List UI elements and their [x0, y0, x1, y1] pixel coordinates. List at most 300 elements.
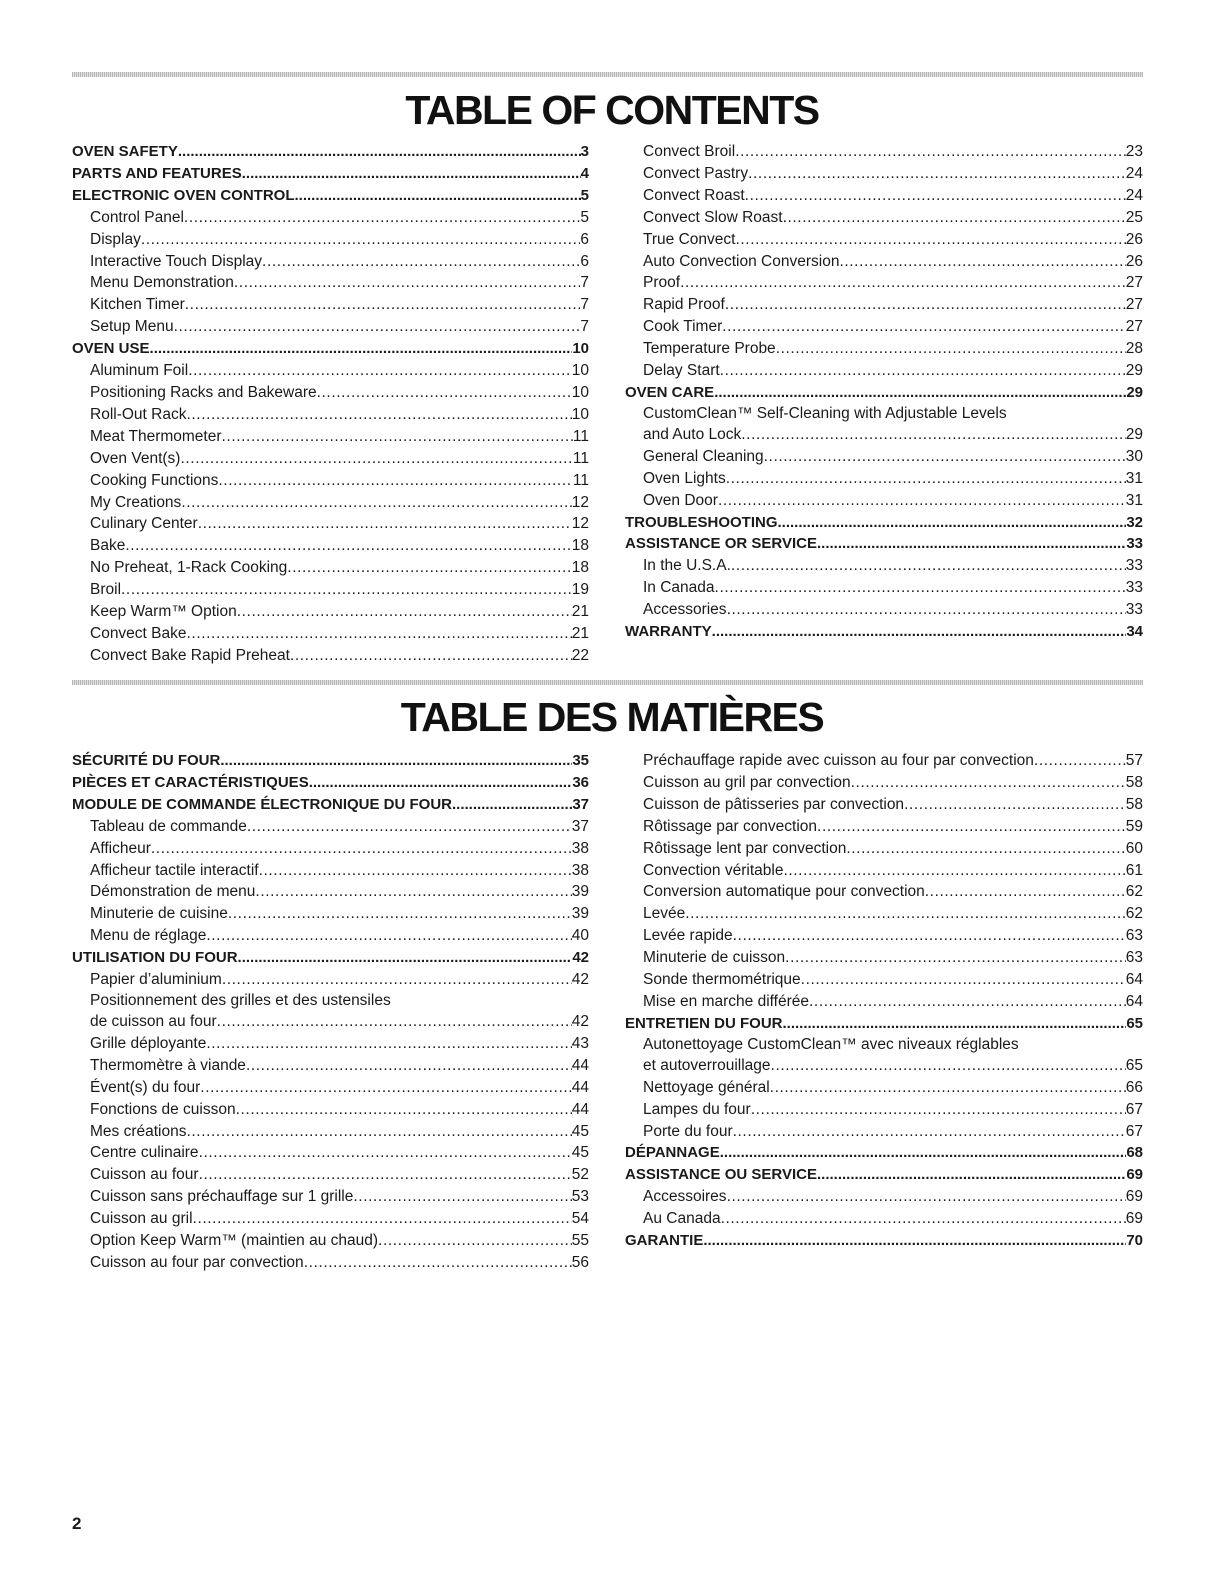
toc-entry-page: 11: [572, 449, 589, 467]
toc-entry-page: 10: [571, 362, 589, 380]
toc-entry-page: 11: [572, 427, 589, 445]
toc-subsection-entry: [625, 969, 1143, 991]
toc-dot-leader: [925, 881, 1126, 903]
toc-subsection-entry: [72, 272, 589, 294]
toc-entry-label: Temperature Probe: [643, 340, 776, 358]
toc-entry-page: 7: [580, 274, 589, 292]
toc-entry-label: Menu Demonstration: [90, 274, 234, 292]
toc-subsection-entry: [72, 360, 589, 382]
toc-subsection-entry: [72, 1186, 589, 1208]
toc-entry-page: 32: [1126, 513, 1143, 531]
toc-entry-page: 29: [1125, 425, 1143, 443]
toc-entry-label: Display: [90, 230, 141, 248]
toc-entry-label: PIÈCES ET CARACTÉRISTIQUES: [72, 773, 309, 791]
toc-dot-leader: [150, 338, 573, 360]
toc-subsection-entry: [625, 1186, 1143, 1208]
toc-subsection-entry: [72, 1121, 589, 1143]
toc-entry-page: 24: [1125, 186, 1143, 204]
toc-entry-label: Tableau de commande: [90, 817, 247, 835]
toc-entry-page: 57: [1125, 752, 1143, 769]
toc-entry-label: Option Keep Warm™ (maintien au chaud): [90, 1232, 379, 1250]
toc-entry-page: 40: [571, 927, 589, 945]
toc-dot-leader: [801, 969, 1126, 991]
toc-dot-leader: [180, 448, 572, 470]
toc-dot-leader: [846, 838, 1125, 860]
toc-entry-page: 36: [572, 773, 589, 791]
toc-entry-page: 64: [1125, 992, 1143, 1010]
toc-entry-label: ASSISTANCE OR SERVICE: [625, 535, 817, 553]
toc-entry-page: 21: [571, 624, 589, 642]
toc-entry-label: Kitchen Timer: [90, 296, 185, 314]
toc-dot-leader: [222, 426, 573, 448]
toc-entry-page: 33: [1125, 557, 1143, 575]
toc-entry-page: 26: [1125, 252, 1143, 270]
toc-subsection-entry: [625, 1208, 1143, 1230]
toc-dot-leader: [178, 141, 581, 163]
toc-entry-page: 27: [1125, 274, 1143, 292]
toc-entry-label: Afficheur tactile interactif: [90, 861, 259, 879]
toc-entry-label: Setup Menu: [90, 318, 174, 336]
toc-entry-label: DÉPANNAGE: [625, 1144, 720, 1162]
toc-dot-leader: [247, 816, 572, 838]
toc-dot-leader: [776, 338, 1126, 360]
toc-subsection-entry: [72, 448, 589, 470]
toc-dot-leader: [121, 579, 572, 601]
toc-entry-label: In the U.S.A.: [643, 557, 731, 575]
toc-entry-label: Accessories: [643, 601, 727, 619]
toc-dot-leader: [206, 1033, 571, 1055]
toc-entry-page: 4: [580, 164, 589, 182]
toc-entry-page: 33: [1125, 601, 1143, 619]
toc-section-entry: [72, 772, 589, 794]
toc-entry-page: 54: [571, 1210, 589, 1228]
toc-entry-page: 10: [572, 340, 589, 358]
toc-entry-page: 68: [1126, 1144, 1143, 1162]
toc-dot-leader: [722, 316, 1126, 338]
toc-entry-label: Mise en marche différée: [643, 992, 809, 1010]
page-number: 2: [72, 1514, 82, 1533]
toc-dot-leader: [741, 424, 1126, 446]
toc-subsection-entry: [72, 645, 589, 667]
toc-entry-page: 42: [571, 971, 589, 989]
toc-dot-leader: [206, 925, 571, 947]
toc-entry-page: 12: [571, 493, 589, 511]
toc-entry-label: Thermomètre à viande: [90, 1056, 246, 1074]
toc-entry-label: Positioning Racks and Bakeware: [90, 383, 317, 401]
toc-entry-page: 12: [571, 515, 589, 533]
toc-entry-label: Convect Bake: [90, 624, 187, 642]
toc-entry-label: Rôtissage par convection: [643, 817, 818, 835]
toc-dot-leader: [839, 251, 1125, 273]
toc-entry-page: 45: [571, 1144, 589, 1162]
toc-dot-leader: [198, 513, 572, 535]
toc-entry-label: WARRANTY: [625, 623, 712, 641]
middle-divider: [72, 680, 1143, 685]
toc-entry-label: Convect Roast: [643, 186, 745, 204]
toc-dot-leader: [141, 229, 581, 251]
toc-entry-label: Mes créations: [90, 1122, 187, 1140]
toc-section-entry: [72, 750, 589, 772]
toc-entry-page: 33: [1125, 579, 1143, 597]
toc-entry-page: 69: [1125, 1188, 1143, 1206]
toc-dot-leader: [680, 272, 1126, 294]
french-toc-left-column: [72, 750, 589, 1274]
toc-subsection-entry: [72, 1164, 589, 1186]
toc-entry-label: Fonctions de cuisson: [90, 1100, 236, 1118]
toc-section-entry: [625, 621, 1143, 643]
toc-section-entry: [625, 1013, 1143, 1035]
toc-entry-page: 55: [571, 1232, 589, 1250]
toc-subsection-entry: [72, 623, 589, 645]
toc-dot-leader: [125, 535, 571, 557]
toc-dot-leader: [712, 621, 1127, 643]
toc-entry-page: 21: [571, 603, 589, 621]
toc-entry-label: Control Panel: [90, 208, 184, 226]
toc-entry-label: Cuisson au four: [90, 1166, 199, 1184]
toc-entry-label: Cuisson sans préchauffage sur 1 grille: [90, 1188, 354, 1206]
toc-dot-leader: [317, 382, 572, 404]
toc-entry-label: Préchauffage rapide avec cuisson au four par convection: [643, 752, 1034, 769]
toc-dot-leader: [764, 446, 1126, 468]
toc-entry-label: Afficheur: [90, 839, 151, 857]
toc-entry-label: Bake: [90, 537, 126, 555]
toc-dot-leader: [727, 599, 1126, 621]
toc-dot-leader: [817, 1164, 1126, 1186]
toc-dot-leader: [783, 860, 1125, 882]
toc-dot-leader: [220, 750, 572, 772]
toc-dot-leader: [237, 601, 572, 623]
toc-entry-label: Oven Door: [643, 491, 718, 509]
toc-dot-leader: [733, 1121, 1126, 1143]
toc-entry-page: 33: [1126, 535, 1143, 553]
toc-entry-label: Convect Pastry: [643, 164, 749, 182]
toc-entry-label: Culinary Center: [90, 515, 198, 533]
toc-entry-label: et autoverrouillage: [643, 1056, 771, 1074]
toc-entry-label: Conversion automatique pour convection: [643, 883, 925, 901]
toc-entry-label: Accessoires: [643, 1188, 727, 1206]
toc-entry-label: GARANTIE: [625, 1232, 704, 1250]
toc-subsection-entry: [72, 557, 589, 579]
toc-dot-leader: [255, 881, 571, 903]
toc-section-entry: [72, 141, 589, 163]
toc-entry-page: 58: [1125, 795, 1143, 813]
toc-entry-label: Interactive Touch Display: [90, 252, 263, 270]
toc-dot-leader: [735, 229, 1125, 251]
toc-subsection-entry: [72, 404, 589, 426]
toc-entry-page: 65: [1125, 1056, 1143, 1074]
toc-entry-page: 23: [1125, 143, 1143, 160]
toc-entry-label: General Cleaning: [643, 447, 764, 465]
toc-entry-page: 28: [1125, 340, 1143, 358]
toc-entry-page: 44: [571, 1100, 589, 1118]
toc-dot-leader: [726, 468, 1126, 490]
toc-dot-leader: [246, 1055, 572, 1077]
toc-dot-leader: [185, 294, 581, 316]
toc-subsection-entry: [625, 490, 1143, 512]
toc-entry-label: Sonde thermométrique: [643, 971, 801, 989]
toc-entry-label: Roll-Out Rack: [90, 405, 187, 423]
toc-dot-leader: [187, 623, 572, 645]
toc-entry-page: 19: [571, 581, 589, 599]
toc-entry-page: 67: [1125, 1100, 1143, 1118]
toc-subsection-entry: [72, 470, 589, 492]
toc-entry-page: 5: [580, 208, 589, 226]
toc-subsection-entry: [72, 969, 589, 991]
toc-entry-label: PARTS AND FEATURES: [72, 164, 242, 182]
toc-entry-page: 27: [1125, 296, 1143, 314]
toc-dot-leader: [262, 251, 580, 273]
toc-dot-leader: [259, 860, 572, 882]
toc-dot-leader: [685, 903, 1126, 925]
toc-entry-label: Meat Thermometer: [90, 427, 222, 445]
toc-subsection-entry: [625, 816, 1143, 838]
toc-subsection-entry: [72, 860, 589, 882]
toc-section-entry: [625, 382, 1143, 404]
toc-subsection-entry: [625, 338, 1143, 360]
toc-entry-label: Cook Timer: [643, 318, 723, 336]
toc-subsection-entry: [625, 881, 1143, 903]
toc-subsection-entry: [625, 272, 1143, 294]
toc-entry-page: 69: [1126, 1166, 1143, 1184]
toc-entry-label: Évent(s) du four: [90, 1078, 201, 1096]
toc-entry-page: 10: [571, 383, 589, 401]
toc-subsection-entry: [72, 925, 589, 947]
toc-subsection-entry: [625, 772, 1143, 794]
toc-entry-label: Oven Lights: [643, 469, 726, 487]
toc-dot-leader: [745, 185, 1126, 207]
toc-entry-label: ENTRETIEN DU FOUR: [625, 1014, 783, 1032]
toc-subsection-entry: [72, 903, 589, 925]
toc-entry-page: 18: [571, 537, 589, 555]
toc-subsection-entry: [72, 251, 589, 273]
toc-entry-wrap-line: CustomClean™ Self-Cleaning with Adjustable Levels: [643, 404, 1007, 422]
toc-entry-page: 62: [1125, 905, 1143, 923]
toc-subsection-entry: [72, 579, 589, 601]
toc-dot-leader: [199, 1164, 572, 1186]
toc-entry-page: 37: [572, 795, 589, 813]
toc-entry-label: Levée: [643, 905, 686, 923]
toc-entry-label: Menu de réglage: [90, 927, 207, 945]
toc-entry-page: 38: [571, 861, 589, 879]
toc-entry-label: Levée rapide: [643, 927, 733, 945]
toc-subsection-entry: [72, 492, 589, 514]
toc-entry-page: 65: [1126, 1014, 1143, 1032]
toc-subsection-entry: [72, 316, 589, 338]
toc-subsection-entry: [625, 555, 1143, 577]
toc-section-entry: [625, 533, 1143, 555]
english-toc-title: TABLE OF CONTENTS: [405, 87, 819, 133]
toc-subsection-entry: [625, 163, 1143, 185]
toc-subsection-entry: [625, 229, 1143, 251]
toc-dot-leader: [222, 969, 572, 991]
toc-subsection-entry: [72, 426, 589, 448]
toc-subsection-entry: [72, 1077, 589, 1099]
toc-entry-page: 43: [571, 1034, 589, 1052]
toc-dot-leader: [287, 557, 571, 579]
toc-dot-leader: [904, 794, 1126, 816]
toc-dot-leader: [714, 382, 1126, 404]
toc-subsection-entry: [72, 207, 589, 229]
toc-dot-leader: [703, 1230, 1126, 1252]
toc-entry-page: 18: [571, 559, 589, 577]
toc-subsection-entry: [625, 860, 1143, 882]
toc-entry-label: Nettoyage général: [643, 1078, 770, 1096]
toc-entry-label: OVEN USE: [72, 340, 150, 358]
toc-entry-page: 42: [572, 949, 589, 967]
toc-dot-leader: [783, 1013, 1127, 1035]
toc-entry-page: 53: [571, 1188, 589, 1206]
toc-dot-leader: [174, 316, 581, 338]
toc-entry-page: 10: [571, 405, 589, 423]
toc-dot-leader: [817, 816, 1126, 838]
toc-entry-label: Cuisson au four par convection: [90, 1253, 304, 1271]
toc-subsection-entry: [72, 1099, 589, 1121]
toc-entry-label: Lampes du four: [643, 1100, 751, 1118]
toc-entry-label: My Creations: [90, 493, 182, 511]
toc-entry-label: Cuisson de pâtisseries par convection: [643, 795, 905, 813]
toc-subsection-entry: [72, 1208, 589, 1230]
toc-subsection-entry: [625, 316, 1143, 338]
toc-subsection-entry: [625, 599, 1143, 621]
toc-subsection-entry: [625, 468, 1143, 490]
english-toc-right-column: [625, 141, 1143, 643]
toc-dot-leader: [1034, 750, 1126, 772]
toc-entry-page: 70: [1126, 1232, 1143, 1250]
toc-dot-leader: [353, 1186, 571, 1208]
toc-entry-label: de cuisson au four: [90, 1012, 217, 1030]
toc-subsection-entry: [625, 794, 1143, 816]
toc-subsection-entry: [72, 382, 589, 404]
toc-dot-leader: [242, 163, 581, 185]
toc-entry-page: 42: [571, 1012, 589, 1030]
toc-entry-label: UTILISATION DU FOUR: [72, 949, 238, 967]
toc-subsection-entry: [72, 881, 589, 903]
toc-entry-page: 64: [1125, 971, 1143, 989]
toc-subsection-entry: [625, 925, 1143, 947]
toc-dot-leader: [731, 555, 1126, 577]
french-toc-title: TABLE DES MATIÈRES: [400, 694, 824, 740]
toc-dot-leader: [295, 185, 581, 207]
toc-subsection-entry: [625, 947, 1143, 969]
toc-dot-leader: [778, 512, 1127, 534]
toc-dot-leader: [725, 294, 1126, 316]
toc-entry-page: 59: [1125, 817, 1143, 835]
toc-subsection-entry: [72, 838, 589, 860]
toc-entry-label: Rôtissage lent par convection: [643, 839, 847, 857]
toc-entry-label: In Canada: [643, 579, 715, 597]
toc-section-entry: [625, 1230, 1143, 1252]
toc-entry-label: Porte du four: [643, 1122, 733, 1140]
toc-entry-page: 3: [580, 143, 589, 160]
toc-entry-page: 37: [571, 817, 589, 835]
toc-entry-page: 63: [1125, 949, 1143, 967]
toc-entry-page: 29: [1126, 383, 1143, 401]
toc-entry-label: Papier d’aluminium: [90, 971, 222, 989]
toc-subsection-entry: [625, 750, 1143, 772]
toc-section-entry: [625, 512, 1143, 534]
toc-entry-page: 7: [580, 318, 589, 336]
toc-entry-label: Aluminum Foil: [90, 362, 189, 380]
toc-subsection-entry: [72, 1011, 589, 1033]
toc-subsection-entry: [72, 1252, 589, 1274]
toc-entry-page: 60: [1125, 839, 1143, 857]
toc-subsection-entry: [625, 251, 1143, 273]
toc-dot-leader: [304, 1252, 572, 1274]
toc-section-entry: [625, 1164, 1143, 1186]
toc-entry-page: 56: [571, 1253, 589, 1271]
toc-dot-leader: [378, 1230, 572, 1252]
toc-subsection-entry: [625, 1077, 1143, 1099]
toc-dot-leader: [735, 141, 1126, 163]
toc-entry-label: Convect Broil: [643, 143, 736, 160]
toc-dot-leader: [151, 838, 572, 860]
toc-entry-page: 25: [1125, 208, 1143, 226]
toc-entry-page: 38: [571, 839, 589, 857]
toc-dot-leader: [785, 947, 1126, 969]
toc-dot-leader: [720, 1142, 1127, 1164]
toc-dot-leader: [771, 1055, 1126, 1077]
toc-dot-leader: [234, 272, 581, 294]
toc-entry-label: ASSISTANCE OU SERVICE: [625, 1166, 817, 1184]
toc-subsection-entry: [72, 601, 589, 623]
toc-entry-label: TROUBLESHOOTING: [625, 513, 778, 531]
toc-subsection-entry: [625, 577, 1143, 599]
toc-section-entry: [72, 338, 589, 360]
toc-subsection-entry: [625, 991, 1143, 1013]
toc-entry-label: ELECTRONIC OVEN CONTROL: [72, 186, 295, 204]
toc-entry-page: 45: [571, 1122, 589, 1140]
top-divider: [72, 72, 1143, 77]
toc-subsection-entry: [625, 141, 1143, 163]
toc-section-entry: [625, 1142, 1143, 1164]
toc-entry-label: Keep Warm™ Option: [90, 603, 237, 621]
toc-entry-page: 29: [1125, 362, 1143, 380]
toc-entry-page: 27: [1125, 318, 1143, 336]
toc-entry-page: 52: [571, 1166, 589, 1184]
toc-entry-page: 6: [580, 252, 589, 270]
toc-entry-page: 26: [1125, 230, 1143, 248]
toc-dot-leader: [184, 207, 580, 229]
toc-subsection-entry: [625, 1121, 1143, 1143]
toc-dot-leader: [452, 794, 572, 816]
toc-subsection-entry: [72, 229, 589, 251]
toc-subsection-entry: [625, 424, 1143, 446]
toc-entry-label: Auto Convection Conversion: [643, 252, 840, 270]
toc-entry-page: 22: [571, 646, 589, 664]
toc-entry-label: Convect Bake Rapid Preheat: [90, 646, 290, 664]
toc-dot-leader: [783, 207, 1126, 229]
toc-dot-leader: [193, 1208, 572, 1230]
toc-subsection-entry: [72, 513, 589, 535]
toc-entry-page: 6: [580, 230, 589, 248]
toc-entry-page: 67: [1125, 1122, 1143, 1140]
toc-subsection-entry: [625, 1055, 1143, 1077]
french-toc-right-column: [625, 750, 1143, 1252]
toc-entry-page: 44: [571, 1056, 589, 1074]
toc-dot-leader: [309, 772, 573, 794]
toc-dot-leader: [720, 360, 1126, 382]
toc-dot-leader: [770, 1077, 1126, 1099]
toc-entry-page: 39: [571, 905, 589, 923]
toc-entry-page: 30: [1125, 447, 1143, 465]
toc-entry-page: 63: [1125, 927, 1143, 945]
toc-entry-label: Cuisson au gril par convection: [643, 773, 851, 791]
toc-entry-label: Oven Vent(s): [90, 449, 181, 467]
toc-entry-page: 44: [571, 1078, 589, 1096]
toc-entry-label: Convection véritable: [643, 861, 784, 879]
toc-entry-label: Au Canada: [643, 1210, 721, 1228]
toc-dot-leader: [733, 925, 1126, 947]
